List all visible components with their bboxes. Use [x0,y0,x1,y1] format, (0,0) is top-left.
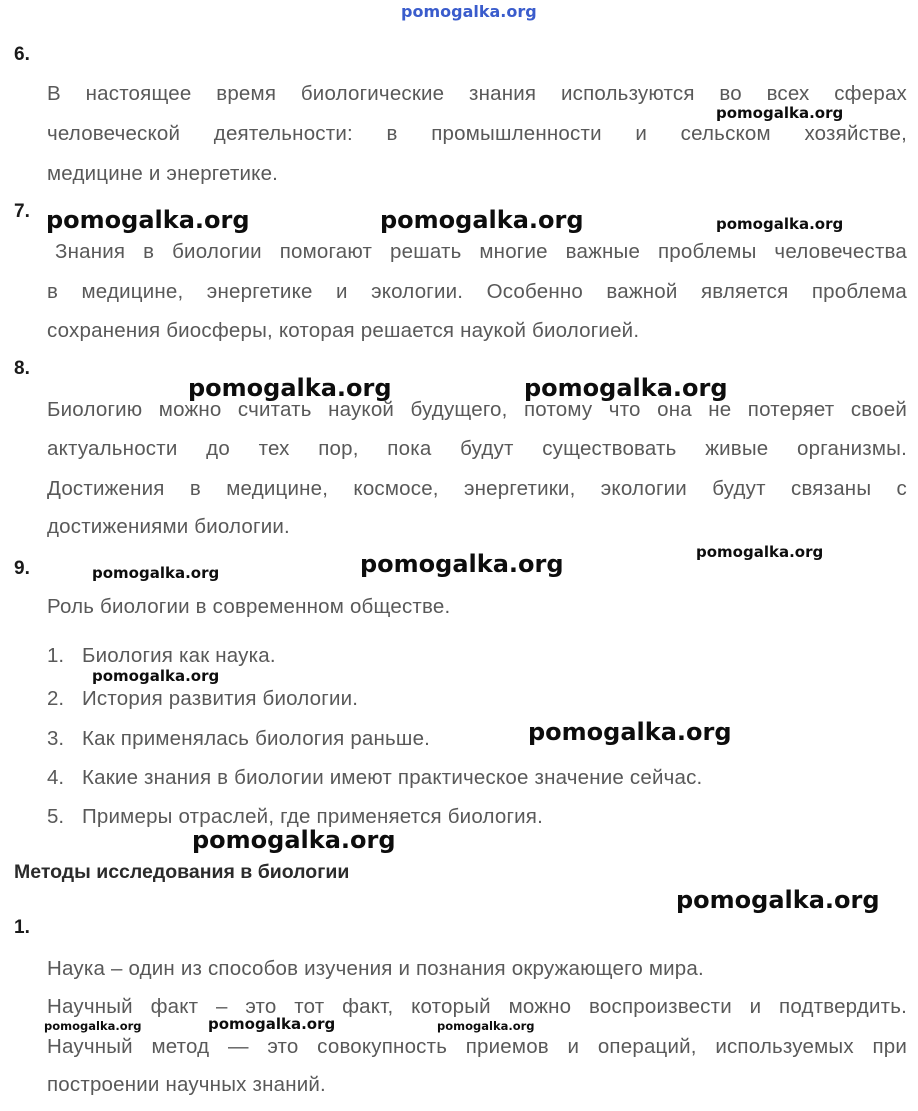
q8-line-2: актуальности до тех пор, пока будут существовать живые организмы. [47,437,907,460]
watermark: pomogalka.org [676,886,880,914]
list-item-number: 2. [47,687,65,710]
list-item-number: 1. [47,644,65,667]
watermark: pomogalka.org [696,543,824,561]
section-question-number-1: 1. [14,917,30,938]
list-item-text: История развития биологии. [82,687,359,710]
watermark: pomogalka.org [44,1019,142,1033]
watermark: pomogalka.org [92,667,220,685]
q6-line-2: человеческой деятельности: в промышленности и сельском хозяйстве, [47,122,907,145]
q8-line-3: Достижения в медицине, космосе, энергетики, экологии будут связаны с [47,477,907,500]
watermark: pomogalka.org [360,550,564,578]
list-item-text: Примеры отраслей, где применяется биология. [82,805,543,828]
question-number-8: 8. [14,358,30,379]
question-number-6: 6. [14,44,30,65]
list-item-text: Как применялась биология раньше. [82,727,431,750]
question-number-9: 9. [14,558,30,579]
watermark: pomogalka.org [192,826,396,854]
watermark: pomogalka.org [528,718,732,746]
q9-intro: Роль биологии в современном обществе. [47,595,451,618]
watermark: pomogalka.org [92,564,220,582]
watermark: pomogalka.org [716,215,844,233]
list-item-number: 4. [47,766,65,789]
watermark: pomogalka.org [380,206,584,234]
section-q1-line-4: построении научных знаний. [47,1073,326,1096]
watermark: pomogalka.org [437,1019,535,1033]
list-item-number: 5. [47,805,65,828]
section-q1-line-1: Наука – один из способов изучения и познания окружающего мира. [47,957,704,980]
list-item-number: 3. [47,727,65,750]
watermark: pomogalka.org [716,104,844,122]
list-item-text: Какие знания в биологии имеют практическое значение сейчас. [82,766,703,789]
q7-line-1: Знания в биологии помогают решать многие важные проблемы человечества [55,240,907,263]
watermark: pomogalka.org [524,374,728,402]
site-link[interactable]: pomogalka.org [401,2,537,21]
section-heading: Методы исследования в биологии [14,861,350,883]
q7-line-3: сохранения биосферы, которая решается наукой биологией. [47,319,640,342]
q7-line-2: в медицине, энергетике и экологии. Особенно важной является проблема [47,280,907,303]
section-q1-line-2: Научный факт – это тот факт, который можно воспроизвести и подтвердить. [47,995,907,1018]
q6-line-3: медицине и энергетике. [47,162,279,185]
q8-line-4: достижениями биологии. [47,515,290,538]
section-q1-line-3: Научный метод — это совокупность приемов и операций, используемых при [47,1035,907,1058]
watermark: pomogalka.org [188,374,392,402]
q6-line-1: В настоящее время биологические знания используются во всех сферах [47,82,907,105]
list-item-text: Биология как наука. [82,644,276,667]
watermark: pomogalka.org [46,206,250,234]
watermark: pomogalka.org [208,1015,336,1033]
question-number-7: 7. [14,201,30,222]
q8-line-1: Биологию можно считать наукой будущего, потому что она не потеряет своей [47,398,907,421]
